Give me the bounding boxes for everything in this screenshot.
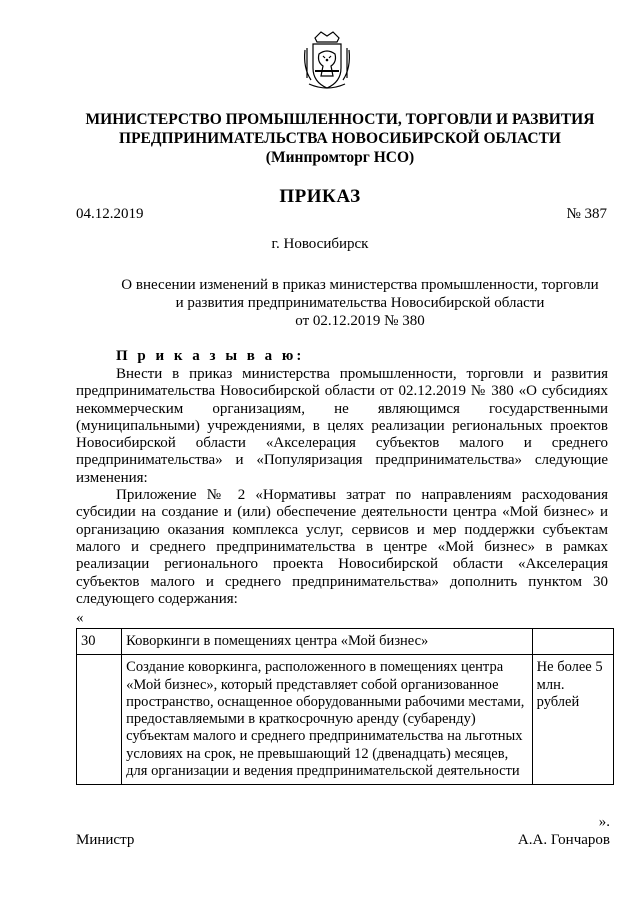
subject-line-2: и развития предпринимательства Новосибирской области — [175, 295, 545, 311]
order-city: г. Новосибирск — [271, 236, 369, 252]
row-limit-cell — [532, 629, 613, 655]
row-description-cell: Создание коворкинга, расположенного в помещениях центра «Мой бизнес», который представляет собой организованное пространство, оснащенное оборудованными рабочими местами, предоставляемыми в краткосрочную аренду (субаренду) субъектам малого и среднего предпринимательства на льготных условиях на срок, не превышающий 12 (двенадцать) месяцев, для организации и ведения предпринимательской деятельности — [122, 655, 533, 785]
ministry-line-2: ПРЕДПРИНИМАТЕЛЬСТВА НОВОСИБИРСКОЙ ОБЛАСТИ — [119, 130, 561, 147]
ministry-line-1: МИНИСТЕРСТВО ПРОМЫШЛЕННОСТИ, ТОРГОВЛИ И РАЗВИТИЯ — [85, 111, 595, 128]
prikazyvayu-heading: П р и к а з ы в а ю: — [116, 348, 305, 364]
ministry-short-name: (Минпромторг НСО) — [265, 149, 415, 166]
quote-open: « — [76, 610, 84, 626]
signatory-name: А.А. Гончаров — [517, 832, 610, 848]
coat-of-arms-icon — [301, 28, 353, 92]
table-row — [77, 629, 614, 655]
table-row — [77, 655, 614, 785]
signatory-role: Министр — [76, 832, 135, 848]
row-title-cell: Коворкинги в помещениях центра «Мой бизнес» — [122, 629, 533, 655]
subject-line-3: от 02.12.2019 № 380 — [295, 313, 425, 329]
subject-line-1: О внесении изменений в приказ министерства промышленности, торговли — [121, 277, 599, 293]
order-body — [76, 366, 608, 608]
row-limit-cell: Не более 5 млн. рублей — [532, 655, 613, 785]
norms-table — [76, 628, 614, 785]
row-number-cell: 30 — [77, 629, 122, 655]
order-date: 04.12.2019 — [76, 206, 144, 222]
order-title: ПРИКАЗ — [279, 186, 361, 207]
body-paragraph-1: Внести в приказ министерства промышленности, торговли и развития предпринимательства Новосибирской области от 02.12.2019 № 380 «О субсидиях некоммерческим организациям, не являющимся государственными (муниципальными) учреждениями, в целях реализации региональных проектов Новосибирской области «Акселерация субъектов малого и среднего предпринимательства» и «Популяризация предпринимательства» следующие изменения: — [76, 366, 608, 486]
row-number-cell — [77, 655, 122, 785]
body-paragraph-2: Приложение № 2 «Нормативы затрат по направлениям расходования субсидии на создание и (или) обеспечение деятельности центра «Мой бизнес» и организацию оказания комплекса услуг, сервисов и мер поддержки субъектам малого и среднего предпринимательства в центре «Мой бизнес» в рамках реализации регионального проекта Новосибирской области «Акселерация субъектов малого и среднего предпринимательства» дополнить пунктом 30 следующего содержания: — [76, 487, 608, 607]
ministry-name — [60, 110, 620, 167]
quote-close: ». — [598, 814, 610, 830]
order-number: № 387 — [566, 206, 607, 222]
order-subject — [100, 276, 620, 330]
